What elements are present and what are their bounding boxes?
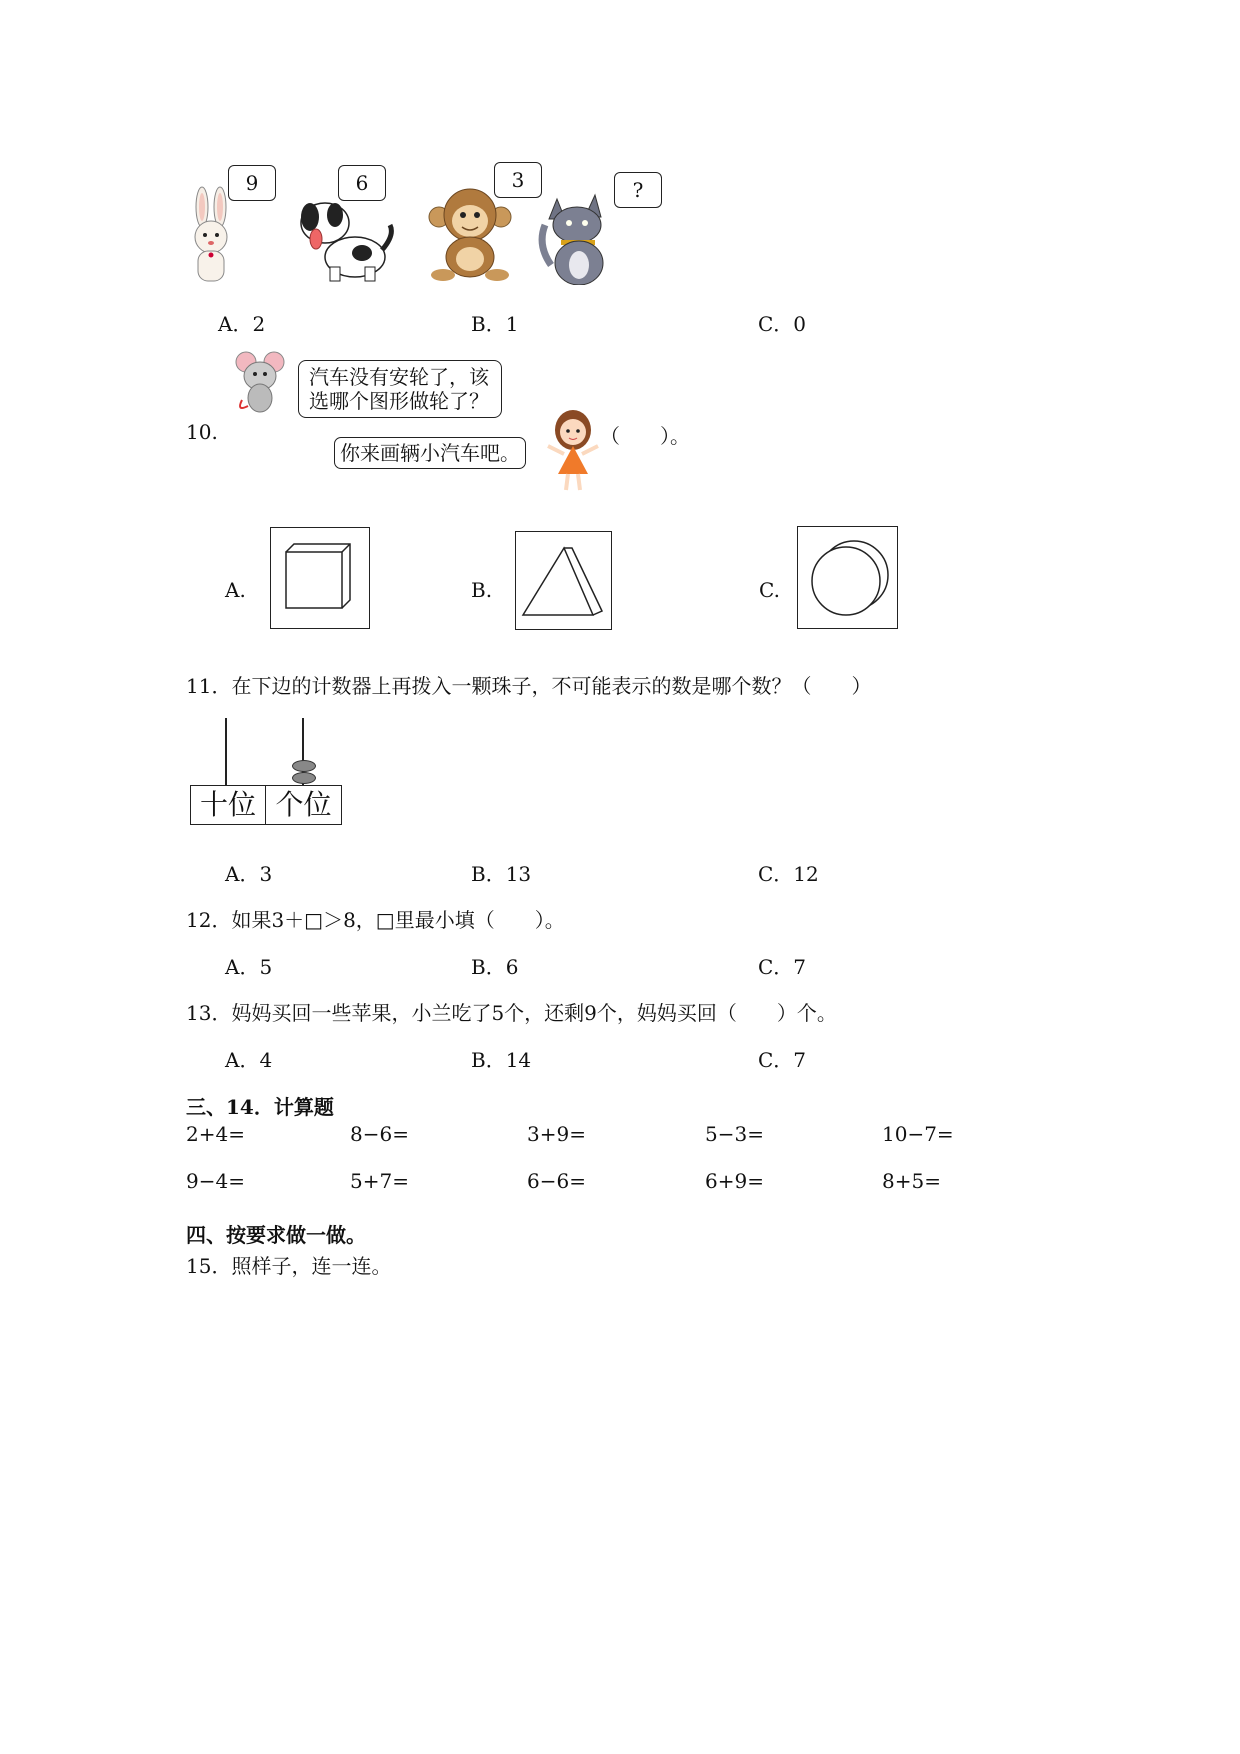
- triangular-prism-icon: [516, 532, 611, 629]
- tens-rod: [225, 718, 227, 786]
- monkey-icon: [425, 185, 515, 285]
- q13-option-b[interactable]: B．14: [471, 1048, 532, 1072]
- q9-option-b[interactable]: B．1: [471, 312, 519, 336]
- ones-label: 个位: [265, 785, 342, 825]
- calc-item: 8−6=: [350, 1122, 409, 1146]
- q13-option-c[interactable]: C．7: [758, 1048, 807, 1072]
- bubble-dog: 6: [338, 165, 386, 201]
- q10-option-c-box[interactable]: [797, 526, 898, 629]
- section-3-heading: 三、14．计算题: [186, 1095, 334, 1119]
- q11-question: 11．在下边的计数器上再拨入一颗珠子，不可能表示的数是哪个数？（ ）: [186, 674, 872, 698]
- dog-icon: [290, 195, 400, 285]
- calc-item: 10−7=: [882, 1122, 954, 1146]
- calc-item: 5+7=: [350, 1169, 409, 1193]
- q10-blank[interactable]: （ ）。: [600, 424, 690, 448]
- q15-question: 15．照样子，连一连。: [186, 1254, 392, 1278]
- bubble-rabbit: 9: [228, 165, 276, 201]
- q9-option-c[interactable]: C．0: [758, 312, 807, 336]
- bubble-cat: ?: [614, 172, 662, 208]
- q11-option-a[interactable]: A．3: [225, 862, 273, 886]
- q13-option-a[interactable]: A．4: [225, 1048, 273, 1072]
- q11-option-b[interactable]: B．13: [471, 862, 532, 886]
- calc-item: 2+4=: [186, 1122, 245, 1146]
- q12-question: 12．如果3＋□＞8，□里最小填（ ）。: [186, 908, 565, 932]
- mouse-icon: [234, 350, 292, 414]
- bead: [292, 760, 316, 772]
- q10-option-c-label[interactable]: C.: [759, 578, 780, 602]
- bead: [292, 772, 316, 784]
- q12-option-b[interactable]: B．6: [471, 955, 519, 979]
- q10-option-b-label[interactable]: B.: [471, 578, 493, 602]
- calc-item: 6−6=: [527, 1169, 586, 1193]
- q11-option-c[interactable]: C．12: [758, 862, 819, 886]
- q12-option-a[interactable]: A．5: [225, 955, 273, 979]
- calc-item: 9−4=: [186, 1169, 245, 1193]
- girl-speech-bubble: 你来画辆小汽车吧。: [334, 437, 526, 469]
- q10-number: 10.: [186, 420, 218, 444]
- mouse-speech-bubble: [298, 360, 502, 418]
- q10-option-a-label[interactable]: A.: [225, 578, 246, 602]
- calc-item: 3+9=: [527, 1122, 586, 1146]
- tens-label: 十位: [190, 785, 266, 825]
- bubble-monkey: 3: [494, 162, 542, 198]
- cat-icon: [535, 185, 625, 285]
- mouse-speech-line-2: 选哪个图形做轮了？: [309, 389, 489, 413]
- calc-item: 6+9=: [705, 1169, 764, 1193]
- calc-item: 5−3=: [705, 1122, 764, 1146]
- section-4-heading: 四、按要求做一做。: [186, 1223, 366, 1247]
- q13-question: 13．妈妈买回一些苹果，小兰吃了5个，还剩9个，妈妈买回（ ）个。: [186, 1001, 837, 1025]
- q10-option-a-box[interactable]: [270, 527, 370, 629]
- calc-item: 8+5=: [882, 1169, 941, 1193]
- q10-option-b-box[interactable]: [515, 531, 612, 630]
- q12-option-c[interactable]: C．7: [758, 955, 807, 979]
- cube-icon: [271, 528, 369, 628]
- girl-icon: [538, 408, 608, 492]
- cylinder-icon: [798, 527, 897, 628]
- mouse-speech-line-1: 汽车没有安轮了，该: [309, 365, 489, 389]
- q9-option-a[interactable]: A．2: [218, 312, 266, 336]
